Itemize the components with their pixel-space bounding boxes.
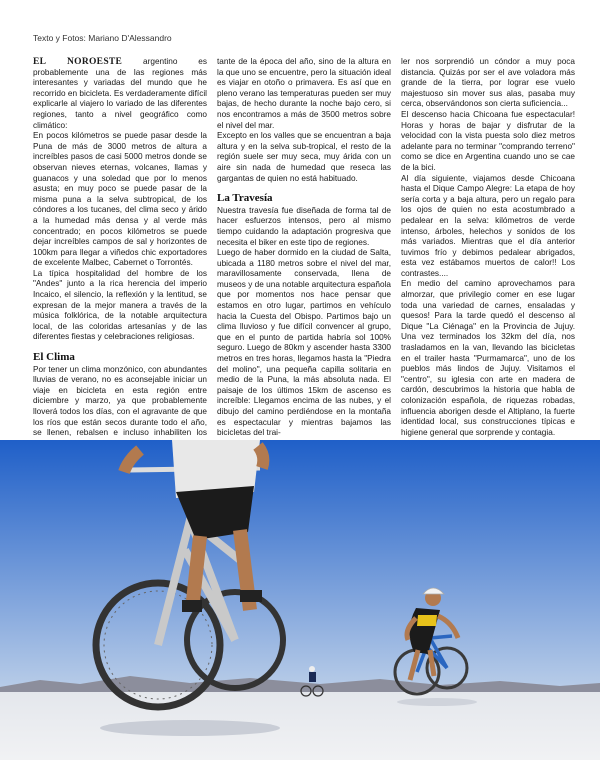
sky	[0, 440, 600, 690]
paragraph: En pocos kilómetros se puede pasar desde la Puna de más de 3000 metros de altura a increíbles pasos de casi 5000 metros donde se observan nieves eternas, volcanes, llamas y guanacos y una soledad que por lo menos asusta; en muy poco se puede pasar de la misma puna a la selva subtropical, de los cóndores a los tucanes, del clima seco y árido a la humedad más densa y al verde más concentrado; en pocos kilómetros se puede dejar increíbles campos de sal y horizontes de 100km para llegar a viñedos chic exportadores de excelente Malbec, Cabernet o Torrontés.	[33, 131, 207, 268]
paragraph: Por tener un clima monzónico, con abundantes lluvias de verano, no es aconsejable iniciar un viaje en bicicleta en esta región entre diciembre y marzo, ya que probablemente lloverá todos los días, con el agravante de que los ríos que están secos durante todo el año, se llenen, rebalsen e incluso inhabiliten los	[33, 364, 207, 438]
section-heading-clima: El Clima	[33, 351, 75, 364]
article-columns	[33, 57, 575, 437]
paragraph: ler nos sorprendió un cóndor a muy poca distancia. Quizás por ser el ave voladora más grande de la tierra, por lograr ese vuelo majestuoso sin mover sus alas, pasaba muy cerca, observándonos son cierta suficiencia...	[401, 57, 575, 109]
paragraph: La típica hospitalidad del hombre de los "Andes" junto a la rica herencia del imperio Incaico, el silencio, la reflexión y la lentitud, se expresan de la mejor manera a través de la música folklórica, de la notable arquitectura local, de las coloridas artesanías y de las diferentes fiestas y celebraciones religiosas.	[33, 268, 207, 342]
shadow	[397, 698, 477, 706]
paragraph: tante de la época del año, sino de la altura en la que uno se encuentre, pero la situación ideal es viajar en otoño o primavera. Es así que en pleno verano las temperaturas pueden ser muy bajas, de hecho durante la noche bajo cero, si nos encontramos a más de 3500 metros sobre el nivel del mar.	[217, 57, 391, 130]
shadow	[100, 720, 280, 736]
paragraph: En medio del camino aprovechamos para almorzar, que privilegio comer en ese lugar toda una variedad de carnes, ensaladas y quesos! Para la tarde quedó el descenso al Dique "La Ciénaga" en la Provincia de Jujuy. Una vez terminados los 32km del día, nos trasladamos en la van, llevando las bicicletas en el trailer hasta "Purmamarca", uno de los pueblos más lindos de Jujuy. Visitamos el "centro", su iglesia con arte en madera de cardón, descubrimos la historia que habla de colonización española, de riquezas robadas, influencia aborigen desde el Altiplano, la fuerte identidad local, sus construcciones típicas e higiene general que sorprende y contagia.	[401, 279, 575, 437]
salt-flat-scene	[0, 440, 600, 760]
cyclists-photo	[0, 440, 600, 760]
paragraph: El descenso hacia Chicoana fue espectacular! Horas y horas de bajar y disfrutar de la velocidad con la vista puesta solo diez metros adelante para no terminar "comprando terreno" como se dice en Argentina cuando uno se cae de la bici.	[401, 109, 575, 172]
paragraph-text: argentino es probablemente una de las regiones más interesantes y variadas del mundo que he recorrido en bicicleta. Es verdaderamente difícil explicarle al viajero lo variado de las diferentes regiones, tanto a nivel geográfico como climático:	[33, 57, 208, 130]
paragraph: Luego de haber dormido en la ciudad de Salta, ubicada a 1180 metros sobre el nivel del mar, maravillosamente conservada, llena de museos y de una notable arquitectura española que por momentos nos hace pensar que estamos en otro lugar, partimos en vehículo hacia la Cuesta del Obispo. Partimos bajo un clima lluvioso y fue difícil convencer al grupo, que en el punto de partida habría sol 100% seguro. Luego de 80km y ascender hasta 3300 metros en tres horas, llegamos hasta la "Piedra del molino", una pequeña capilla solitaria en medio de la Puna, la más absoluta nada. El paisaje de los últimos 15km de ascenso es increíble: Llegamos encima de las nubes, y el dibujo del camino perdiéndose en la montaña es espectacular y mientras bajamos las bicicletas del trai-	[217, 248, 391, 438]
lead-in: EL NOROESTE	[33, 57, 123, 67]
paragraph: Excepto en los valles que se encuentran a baja altura y en la selva sub-tropical, el resto de la región suele ser muy seca, muy árida con un aire sin nada de humedad que reseca las gargantas de quien no está habituado.	[217, 131, 391, 183]
paragraph: Al día siguiente, viajamos desde Chicoana hasta el Dique Campo Alegre: La etapa de hoy sería corta y a baja altura, pero un regalo para los ojos de quien no esta acostumbrado a pedalear en la selva: kilómetros de verde intenso, árboles, helechos y sonidos de los más variados. Mientras que el día anterior tuvimos frío y debimos pedalear abrigados, esta vez estábamos muertos de calor!! Los contrastes....	[401, 173, 575, 278]
column-1	[33, 57, 207, 437]
salt-flat	[0, 692, 600, 760]
section-heading-travesia: La Travesía	[217, 192, 273, 205]
column-2	[217, 57, 391, 437]
paragraph	[33, 57, 207, 131]
photo-credit: Texto y Fotos: Mariano D'Alessandro	[33, 33, 172, 43]
column-3	[401, 57, 575, 437]
paragraph: Nuestra travesía fue diseñada de forma tal de hacer esfuerzos intensos, pero al mismo tiempo cuidando la adaptación progresiva que necesita el biker en este tipo de regiones.	[217, 205, 391, 247]
